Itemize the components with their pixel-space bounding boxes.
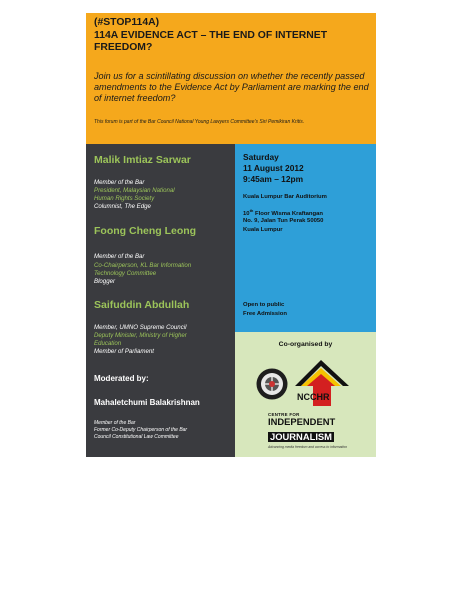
cij-journalism: JOURNALISM	[270, 431, 332, 442]
speaker-role: Member of the Bar	[94, 179, 145, 186]
cij-tagline: Advancing media freedom and access to information	[268, 445, 347, 449]
floor-number: 10	[243, 210, 250, 217]
event-open: Open to public	[243, 302, 285, 308]
speakers-panel	[86, 144, 235, 457]
moderator-role: Council Constitutional Law Committee	[94, 434, 179, 440]
cij-logo	[268, 412, 372, 449]
cij-top: CENTRE FOR	[268, 412, 300, 417]
event-address: No. 9, Jalan Tun Perak 50050	[243, 218, 324, 224]
ncchr-logo-icon	[291, 356, 355, 410]
floor-suffix: th	[249, 208, 254, 213]
event-date-block	[243, 152, 304, 184]
event-city: Kuala Lumpur	[243, 227, 283, 233]
event-date: 11 August 2012	[243, 162, 304, 173]
speaker-role: Member, UMNO Supreme Council	[94, 324, 187, 331]
event-admission: Free Admission	[243, 311, 287, 317]
moderator-role: Former Co-Deputy Chairperson of the Bar	[94, 427, 188, 433]
speaker-name: Foong Cheng Leong	[94, 225, 197, 237]
speaker-role: Member of the Bar	[94, 253, 145, 260]
event-details-panel	[235, 144, 376, 332]
moderator-name: Mahaletchumi Balakrishnan	[94, 398, 200, 407]
speaker-role: Human Rights Society	[94, 195, 155, 202]
intro-text: Join us for a scintillating discussion on whether the recently passed amendments to the Evidence Act by Parliament are marking the end of internet freedom?	[94, 71, 369, 103]
speaker-role: Member of Parliament	[94, 348, 154, 355]
title-line: FREEDOM?	[94, 42, 153, 54]
event-time: 9:45am – 12pm	[243, 173, 304, 184]
moderator-role: Member of the Bar	[94, 420, 136, 426]
coorganised-label: Co-organised by	[278, 341, 333, 348]
title-line: (#STOP114A)	[94, 17, 160, 28]
floor-building: Floor Wisma Kraftangan	[253, 210, 324, 217]
ncchr-text: NCCHR	[297, 392, 330, 402]
speaker-role: Deputy Minister, Ministry of Higher	[94, 332, 187, 339]
event-floor	[243, 208, 323, 217]
speaker-name: Saifuddin Abdullah	[94, 299, 190, 311]
event-day: Saturday	[243, 152, 279, 162]
poster-header	[86, 13, 376, 144]
speaker-role: Co-Chairperson, KL Bar Information	[94, 262, 192, 269]
event-venue: Kuala Lumpur Bar Auditorium	[243, 194, 327, 200]
speaker-role: Education	[94, 340, 122, 347]
speaker-role: Columnist, The Edge	[94, 203, 151, 210]
speaker-role: President, Malaysian National	[94, 187, 175, 194]
poster-title	[94, 17, 370, 55]
bar-council-crest-icon	[255, 367, 289, 401]
moderator-heading: Moderated by:	[94, 374, 149, 383]
speaker-name: Malik Imtiaz Sarwar	[94, 154, 191, 166]
coorganisers-panel	[235, 332, 376, 457]
cij-independent: INDEPENDENT	[268, 416, 336, 427]
speaker-role: Technology Committee	[94, 270, 157, 277]
title-line: 114A EVIDENCE ACT – THE END OF INTERNET	[94, 29, 328, 41]
forum-note: This forum is part of the Bar Council National Young Lawyers Committee's Siri Pemikiran Kritis.	[94, 119, 305, 125]
forum-poster	[86, 13, 376, 457]
speaker-role: Blogger	[94, 278, 116, 285]
